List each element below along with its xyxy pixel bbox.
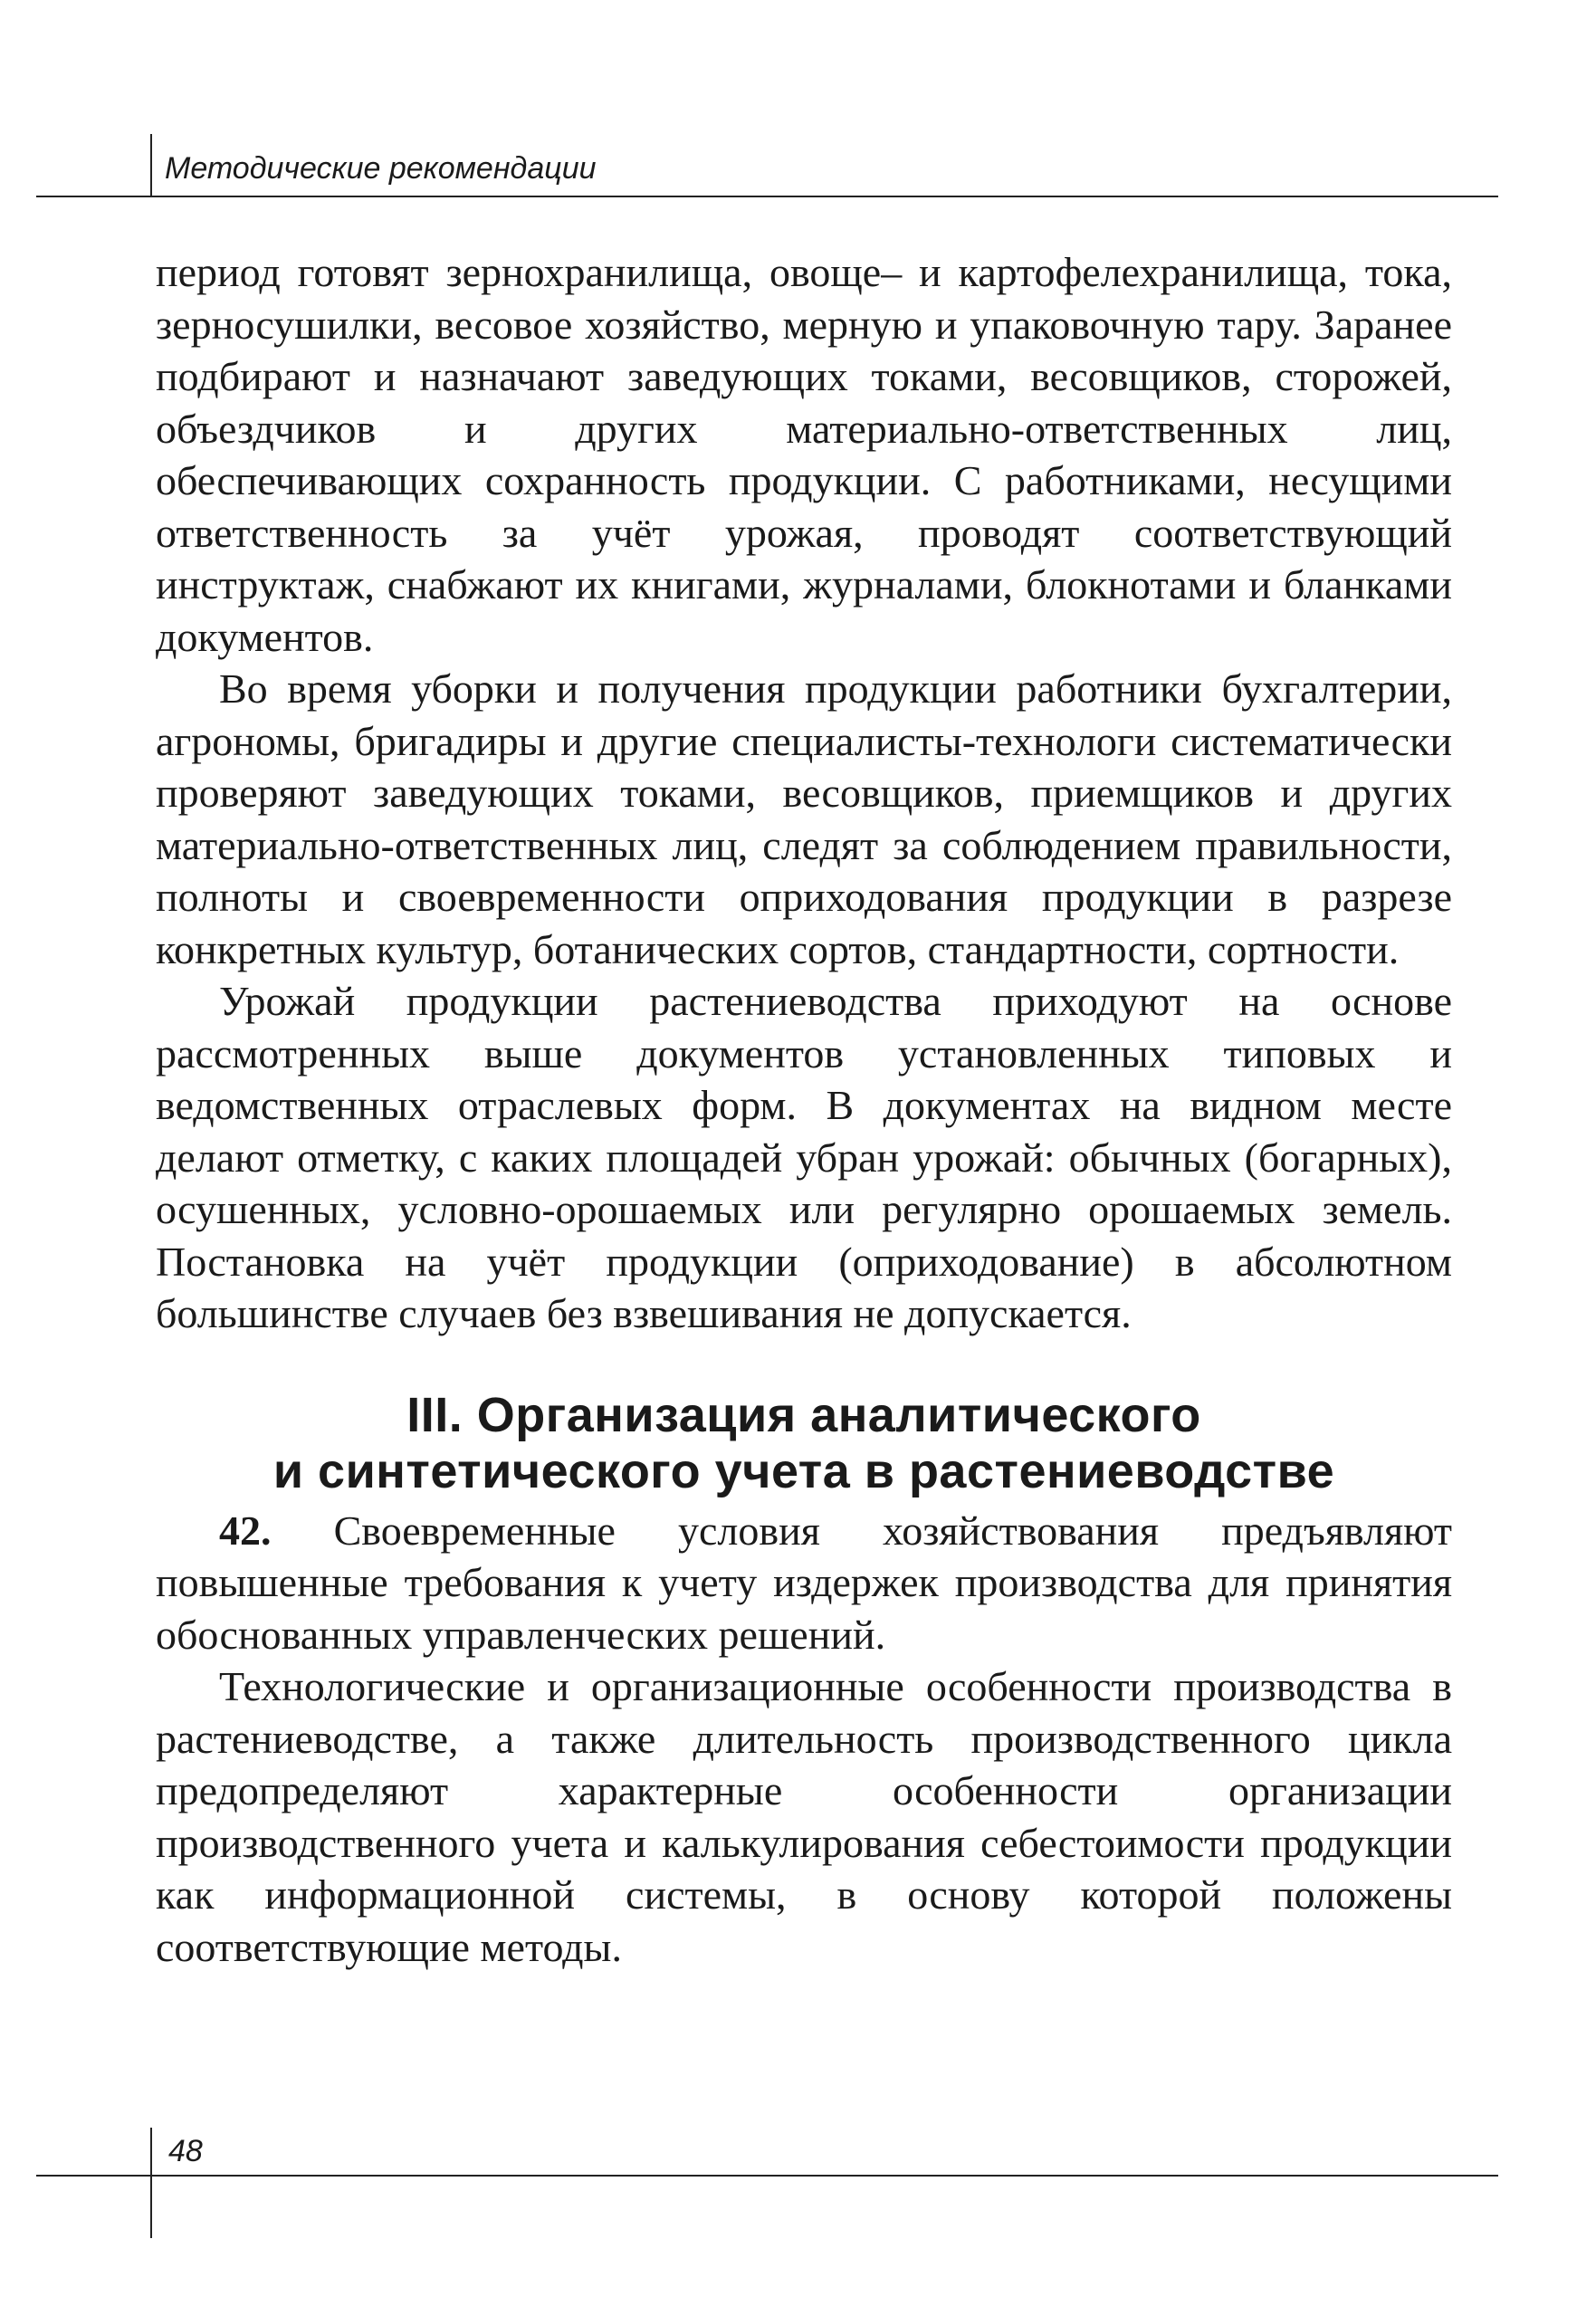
section-heading-line-1: III. Организация аналитического	[406, 1387, 1201, 1442]
section-heading	[156, 1387, 1452, 1499]
paragraph-42-text: Своевременные условия хозяйствования предъявляют повышенные требования к учету издержек производства для принятия обоснованных управленческих решений.	[156, 1507, 1452, 1658]
page-number: 48	[168, 2134, 203, 2168]
header-horizontal-rule	[36, 196, 1498, 197]
paragraph-continued: период готовят зернохранилища, овоще– и картофелехранилища, тока, зерносушилки, весовое хозяйство, мерную и упаковочную тару. Заранее подбирают и назначают заведующих токами, весовщиков, сторожей, объездчиков и других материально-ответственных лиц, обеспечивающих сохранность продукции. С работниками, несущими ответственность за учёт урожая, проводят соответствующий инструктаж, снабжают их книгами, журналами, блокнотами и бланками документов.	[156, 249, 1452, 660]
paragraph-harvest-control: Во время уборки и получения продукции работники бухгалтерии, агрономы, бригадиры и другие специалисты-технологи систематически проверяют заведующих токами, весовщиков, приемщиков и других материально-ответственных лиц, следят за соблюдением правильности, полноты и своевременности оприходования продукции в разрезе конкретных культур, ботанических сортов, стандартности, сортности.	[156, 665, 1452, 972]
running-head: Методические рекомендации	[165, 151, 597, 186]
paragraph-technology: Технологические и организационные особенности производства в растениеводстве, а также длительность производственного цикла предопределяют характерные особенности организации производственного учета и калькулирования себестоимости продукции как информационной системы, в основу которой положены соответствующие методы.	[156, 1663, 1452, 1970]
paragraph-harvest-posting: Урожай продукции растениеводства приходуют на основе рассмотренных выше документов установленных типовых и ведомственных отраслевых форм. В документах на видном месте делают отметку, с каких площадей убран урожай: обычных (богарных), осушенных, условно-орошаемых или регулярно орошаемых земель. Постановка на учёт продукции (оприходование) в абсолютном большинстве случаев без взвешивания не допускается.	[156, 978, 1452, 1336]
footer-horizontal-rule	[36, 2175, 1498, 2177]
paragraph-42	[156, 1505, 1452, 1661]
header-vertical-rule	[150, 134, 152, 197]
paragraph-number: 42.	[219, 1507, 272, 1554]
section-heading-line-2: и синтетического учета в растениеводстве	[272, 1443, 1335, 1498]
body-text	[156, 246, 1452, 1973]
footer-vertical-rule	[150, 2128, 152, 2238]
